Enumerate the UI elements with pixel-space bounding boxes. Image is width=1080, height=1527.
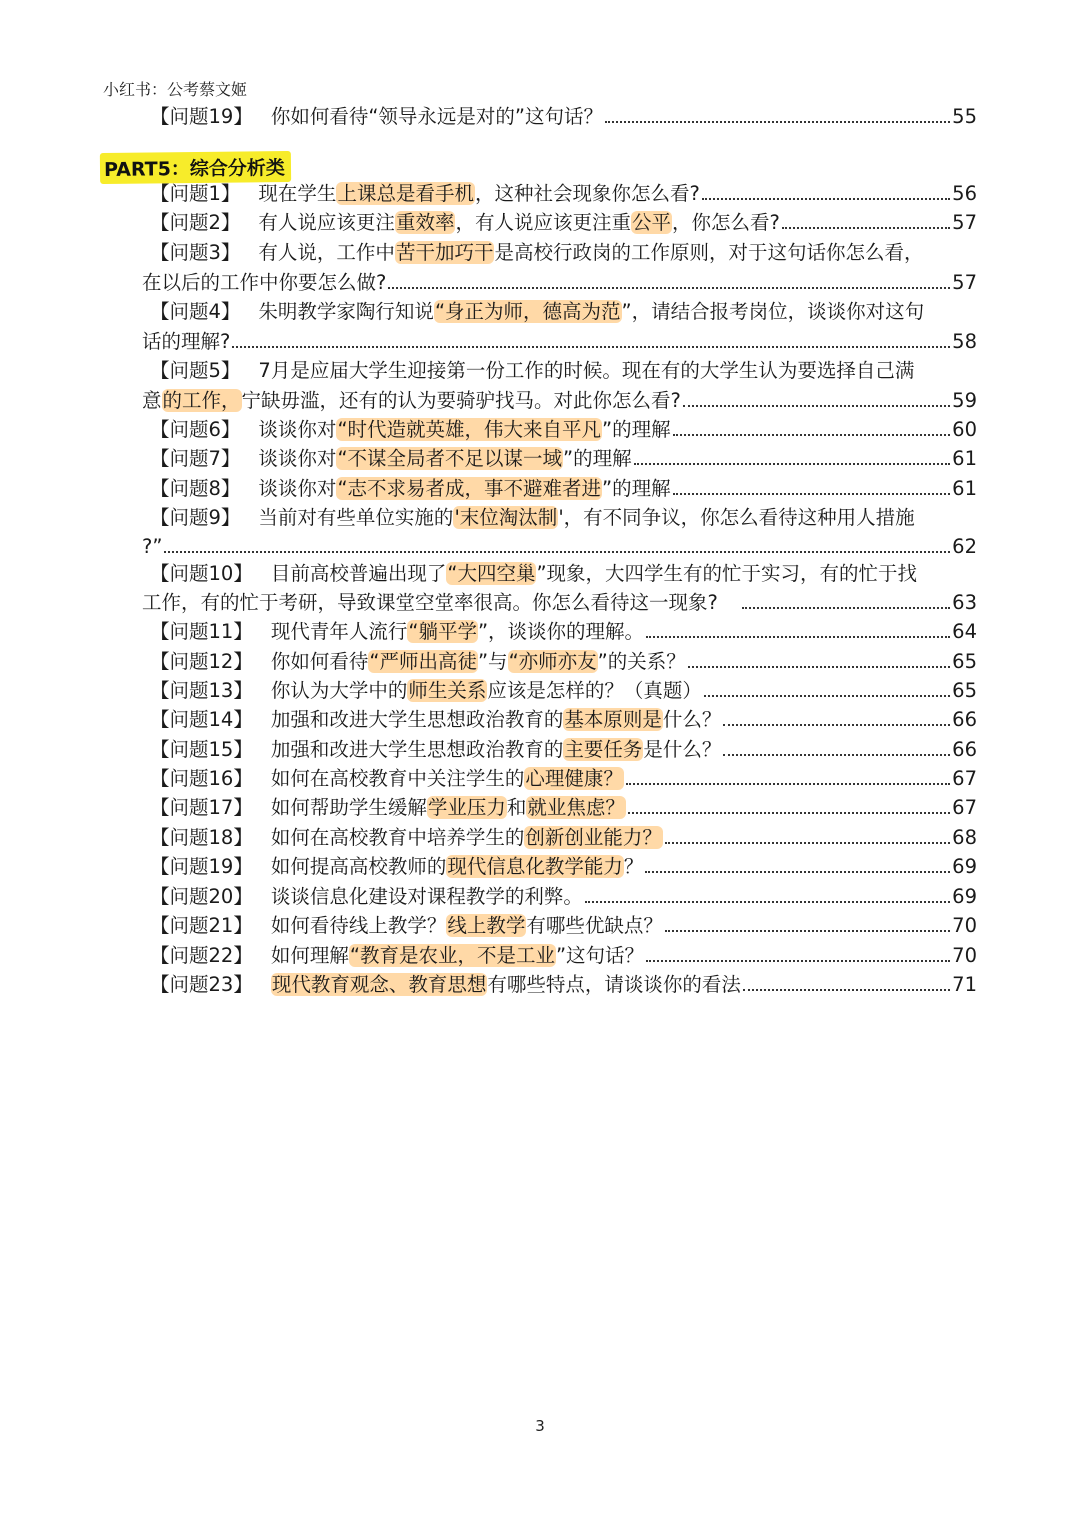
question-label: 【问题20】 bbox=[150, 885, 253, 908]
toc-entry-22[interactable] bbox=[150, 941, 977, 971]
question-text: ”与 bbox=[477, 650, 508, 673]
question-text: 朱明教学家陶行知说 bbox=[258, 300, 434, 323]
toc-entry-1[interactable] bbox=[150, 179, 977, 209]
leader-dots bbox=[646, 617, 950, 638]
toc-entry-23[interactable] bbox=[150, 970, 977, 1000]
question-text: 有人说，工作中 bbox=[258, 241, 395, 264]
question-text: 有人说应该更注 bbox=[258, 211, 395, 234]
question-text: ，有人说应该更注重 bbox=[455, 211, 631, 234]
toc-entry-2[interactable] bbox=[150, 208, 977, 238]
toc-entry-14[interactable] bbox=[150, 705, 977, 735]
toc-entry-18[interactable] bbox=[150, 823, 977, 853]
page-ref: 64 bbox=[952, 620, 977, 643]
page-ref: 58 bbox=[952, 330, 977, 353]
highlight: 上课总是看手机 bbox=[337, 182, 474, 205]
toc-entry-5-cont[interactable] bbox=[142, 386, 977, 416]
question-label: 【问题16】 bbox=[150, 767, 253, 790]
leader-dots bbox=[683, 386, 950, 407]
question-text: 和 bbox=[506, 796, 527, 819]
question-text: 你如何看待“领导永远是对的”这句话？ bbox=[270, 105, 604, 128]
question-text: 意 bbox=[142, 389, 162, 412]
question-label: 【问题14】 bbox=[150, 708, 253, 731]
page-ref: 69 bbox=[952, 885, 977, 908]
leader-dots bbox=[723, 735, 950, 756]
leader-dots bbox=[704, 676, 950, 697]
leader-dots bbox=[232, 327, 950, 348]
highlight: 基本原则是 bbox=[564, 708, 662, 731]
toc-entry-9[interactable] bbox=[150, 503, 977, 533]
question-text: 如何理解 bbox=[270, 944, 349, 967]
leader-dots bbox=[605, 102, 950, 123]
highlight: 就业焦虑？ bbox=[527, 796, 625, 819]
highlight: 的工作， bbox=[162, 389, 241, 412]
question-label: 【问题11】 bbox=[150, 620, 253, 643]
toc-entry-5[interactable] bbox=[150, 356, 977, 386]
question-text: ”现象，大四学生有的忙于实习，有的忙于找 bbox=[536, 562, 918, 585]
question-text: ”的理解 bbox=[602, 477, 671, 500]
leader-dots bbox=[673, 415, 951, 436]
leader-dots bbox=[702, 179, 950, 200]
question-text: 当前对有些单位实施的 bbox=[258, 506, 454, 529]
question-text: 目前高校普遍出现了 bbox=[270, 562, 447, 585]
highlight: 学业压力 bbox=[427, 796, 506, 819]
toc-entry-9-cont[interactable] bbox=[142, 532, 977, 562]
toc-entry-10[interactable] bbox=[150, 559, 977, 589]
toc-entry-20[interactable] bbox=[150, 882, 977, 912]
page-header: 小红书：公考蔡文姬 bbox=[103, 80, 248, 99]
toc-entry-3[interactable] bbox=[150, 238, 977, 268]
page-ref: 57 bbox=[952, 211, 977, 234]
toc-entry-12[interactable] bbox=[150, 647, 977, 677]
question-text: 宁缺毋滥，还有的认为要骑驴找马。对此你怎么看? bbox=[241, 389, 681, 412]
page-ref: 69 bbox=[952, 855, 977, 878]
highlight: “躺平学 bbox=[408, 620, 477, 643]
question-text: 谈谈你对 bbox=[258, 447, 337, 470]
question-text: 工作，有的忙于考研，导致课堂空堂率很高。你怎么看待这一现象? bbox=[142, 591, 718, 614]
question-text: 如何看待线上教学？ bbox=[270, 914, 447, 937]
leader-dots bbox=[164, 532, 950, 553]
page-ref: 59 bbox=[952, 389, 977, 412]
highlight: “大四空巢 bbox=[447, 562, 536, 585]
leader-dots bbox=[688, 647, 950, 668]
question-text: 谈谈你对 bbox=[258, 477, 337, 500]
leader-dots bbox=[585, 882, 950, 903]
leader-dots bbox=[628, 793, 950, 814]
question-text: ”，谈谈你的理解。 bbox=[477, 620, 645, 643]
question-text: ”这句话？ bbox=[555, 944, 645, 967]
page-ref: 61 bbox=[952, 447, 977, 470]
highlight: 现代教育观念、教育思想 bbox=[271, 973, 487, 996]
question-label: 【问题18】 bbox=[150, 826, 253, 849]
question-text: 你认为大学中的 bbox=[270, 679, 408, 702]
page-ref: 60 bbox=[952, 418, 977, 441]
question-label: 【问题2】 bbox=[150, 211, 241, 234]
highlight: 创新创业能力？ bbox=[525, 826, 662, 849]
question-label: 【问题8】 bbox=[150, 477, 241, 500]
highlight: 主要任务 bbox=[564, 738, 643, 761]
question-text: 7月是应届大学生迎接第一份工作的时候。现在有的大学生认为要选择自己满 bbox=[258, 359, 915, 382]
highlight: 公平 bbox=[631, 211, 671, 234]
toc-entry-3-cont[interactable] bbox=[142, 268, 977, 298]
toc-entry-15[interactable] bbox=[150, 735, 977, 765]
question-label: 【问题6】 bbox=[150, 418, 241, 441]
question-label: 【问题5】 bbox=[150, 359, 241, 382]
leader-dots bbox=[673, 474, 951, 495]
page-ref: 55 bbox=[952, 105, 977, 128]
question-text: 如何提高高校教师的 bbox=[270, 855, 447, 878]
toc-entry-16[interactable] bbox=[150, 764, 977, 794]
page-ref: 65 bbox=[952, 650, 977, 673]
highlight: '末位淘汰制 bbox=[454, 506, 558, 529]
question-label: 【问题23】 bbox=[150, 973, 253, 996]
leader-dots bbox=[646, 941, 950, 962]
question-label: 【问题22】 bbox=[150, 944, 253, 967]
question-text: 现在学生 bbox=[258, 182, 337, 205]
question-label: 【问题21】 bbox=[150, 914, 253, 937]
question-text: ”的理解 bbox=[602, 418, 671, 441]
question-text: ”的理解 bbox=[563, 447, 632, 470]
leader-dots bbox=[626, 764, 950, 785]
page-ref: 67 bbox=[952, 767, 977, 790]
question-text: ？ bbox=[623, 855, 644, 878]
toc-entry-17[interactable] bbox=[150, 793, 977, 823]
question-text: 现代青年人流行 bbox=[270, 620, 408, 643]
question-text: 应该是怎样的？（真题） bbox=[487, 679, 702, 702]
question-text: 如何在高校教育中关注学生的 bbox=[270, 767, 525, 790]
question-text: 加强和改进大学生思想政治教育的 bbox=[270, 708, 564, 731]
question-text: 谈谈信息化建设对课程教学的利弊。 bbox=[270, 885, 583, 908]
toc-entry-6[interactable] bbox=[150, 415, 977, 445]
question-text: ”的关系？ bbox=[597, 650, 686, 673]
page-ref: 68 bbox=[952, 826, 977, 849]
toc-entry-13[interactable] bbox=[150, 676, 977, 706]
question-label: 【问题13】 bbox=[150, 679, 253, 702]
toc-entry-prev-19[interactable] bbox=[150, 102, 977, 132]
toc-entry-21[interactable] bbox=[150, 911, 977, 941]
question-text: 在以后的工作中你要怎么做? bbox=[142, 271, 387, 294]
question-text: 谈谈你对 bbox=[258, 418, 337, 441]
question-text: ?” bbox=[142, 535, 163, 558]
toc-entry-11[interactable] bbox=[150, 617, 977, 647]
leader-dots bbox=[743, 970, 950, 991]
highlight: 线上教学 bbox=[447, 914, 526, 937]
question-label: 【问题15】 bbox=[150, 738, 253, 761]
leader-dots bbox=[742, 588, 950, 609]
page-ref: 65 bbox=[952, 679, 977, 702]
highlight: “不谋全局者不足以谋一域 bbox=[337, 447, 563, 470]
toc-entry-8[interactable] bbox=[150, 474, 977, 504]
question-text: 如何帮助学生缓解 bbox=[270, 796, 427, 819]
toc-entry-4[interactable] bbox=[150, 297, 977, 327]
page-ref: 56 bbox=[952, 182, 977, 205]
highlight: 重效率 bbox=[395, 211, 455, 234]
toc-entry-19[interactable] bbox=[150, 852, 977, 882]
highlight: 师生关系 bbox=[408, 679, 487, 702]
question-label: 【问题1】 bbox=[150, 182, 241, 205]
page-ref: 57 bbox=[952, 271, 977, 294]
page-ref: 66 bbox=[952, 708, 977, 731]
highlight: 苦干加巧干 bbox=[395, 241, 494, 264]
question-text: 是什么？ bbox=[643, 738, 722, 761]
question-label: 【问题19】 bbox=[150, 105, 253, 128]
question-text: ”，请结合报考岗位，谈谈你对这句 bbox=[621, 300, 925, 323]
section-title: PART5：综合分析类 bbox=[100, 151, 291, 184]
page-ref: 62 bbox=[952, 535, 977, 558]
highlight: 现代信息化教学能力 bbox=[447, 855, 623, 878]
question-text: 话的理解? bbox=[142, 330, 231, 353]
question-label: 【问题4】 bbox=[150, 300, 241, 323]
question-text: '，有不同争议，你怎么看待这种用人措施 bbox=[558, 506, 915, 529]
page-number: 3 bbox=[535, 1417, 545, 1435]
question-text: 如何在高校教育中培养学生的 bbox=[270, 826, 525, 849]
toc-entry-7[interactable] bbox=[150, 444, 977, 474]
leader-dots bbox=[665, 911, 950, 932]
question-label: 【问题19】 bbox=[150, 855, 253, 878]
highlight: 心理健康？ bbox=[525, 767, 623, 790]
page-ref: 70 bbox=[952, 914, 977, 937]
highlight: “志不求易者成，事不避难者进 bbox=[337, 477, 602, 500]
page-ref: 66 bbox=[952, 738, 977, 761]
question-text: ，你怎么看? bbox=[671, 211, 780, 234]
leader-dots bbox=[645, 852, 950, 873]
highlight: “亦师亦友 bbox=[508, 650, 597, 673]
highlight: “身正为师，德高为范 bbox=[434, 300, 621, 323]
page-ref: 61 bbox=[952, 477, 977, 500]
question-text: 有哪些优缺点？ bbox=[526, 914, 663, 937]
question-text: 有哪些特点，请谈谈你的看法 bbox=[487, 973, 741, 996]
highlight: “严师出高徒 bbox=[369, 650, 477, 673]
question-label: 【问题9】 bbox=[150, 506, 241, 529]
question-label: 【问题10】 bbox=[150, 562, 253, 585]
question-label: 【问题3】 bbox=[150, 241, 241, 264]
question-label: 【问题7】 bbox=[150, 447, 241, 470]
highlight: “教育是农业，不是工业 bbox=[349, 944, 555, 967]
leader-dots bbox=[665, 823, 950, 844]
question-text: 加强和改进大学生思想政治教育的 bbox=[270, 738, 564, 761]
page-ref: 70 bbox=[952, 944, 977, 967]
question-text: 你如何看待 bbox=[270, 650, 369, 673]
toc-entry-10-cont[interactable] bbox=[142, 588, 977, 618]
page-ref: 63 bbox=[952, 591, 977, 614]
leader-dots bbox=[634, 444, 951, 465]
question-label: 【问题17】 bbox=[150, 796, 253, 819]
question-label: 【问题12】 bbox=[150, 650, 253, 673]
question-text: 什么？ bbox=[662, 708, 722, 731]
highlight: “时代造就英雄，伟大来自平凡 bbox=[337, 418, 602, 441]
leader-dots bbox=[782, 208, 950, 229]
leader-dots bbox=[723, 705, 950, 726]
question-text: 是高校行政岗的工作原则，对于这句话你怎么看， bbox=[494, 241, 924, 264]
page-ref: 71 bbox=[952, 973, 977, 996]
page-ref: 67 bbox=[952, 796, 977, 819]
question-text: ，这种社会现象你怎么看? bbox=[474, 182, 700, 205]
leader-dots bbox=[388, 268, 950, 289]
toc-entry-4-cont[interactable] bbox=[142, 327, 977, 357]
